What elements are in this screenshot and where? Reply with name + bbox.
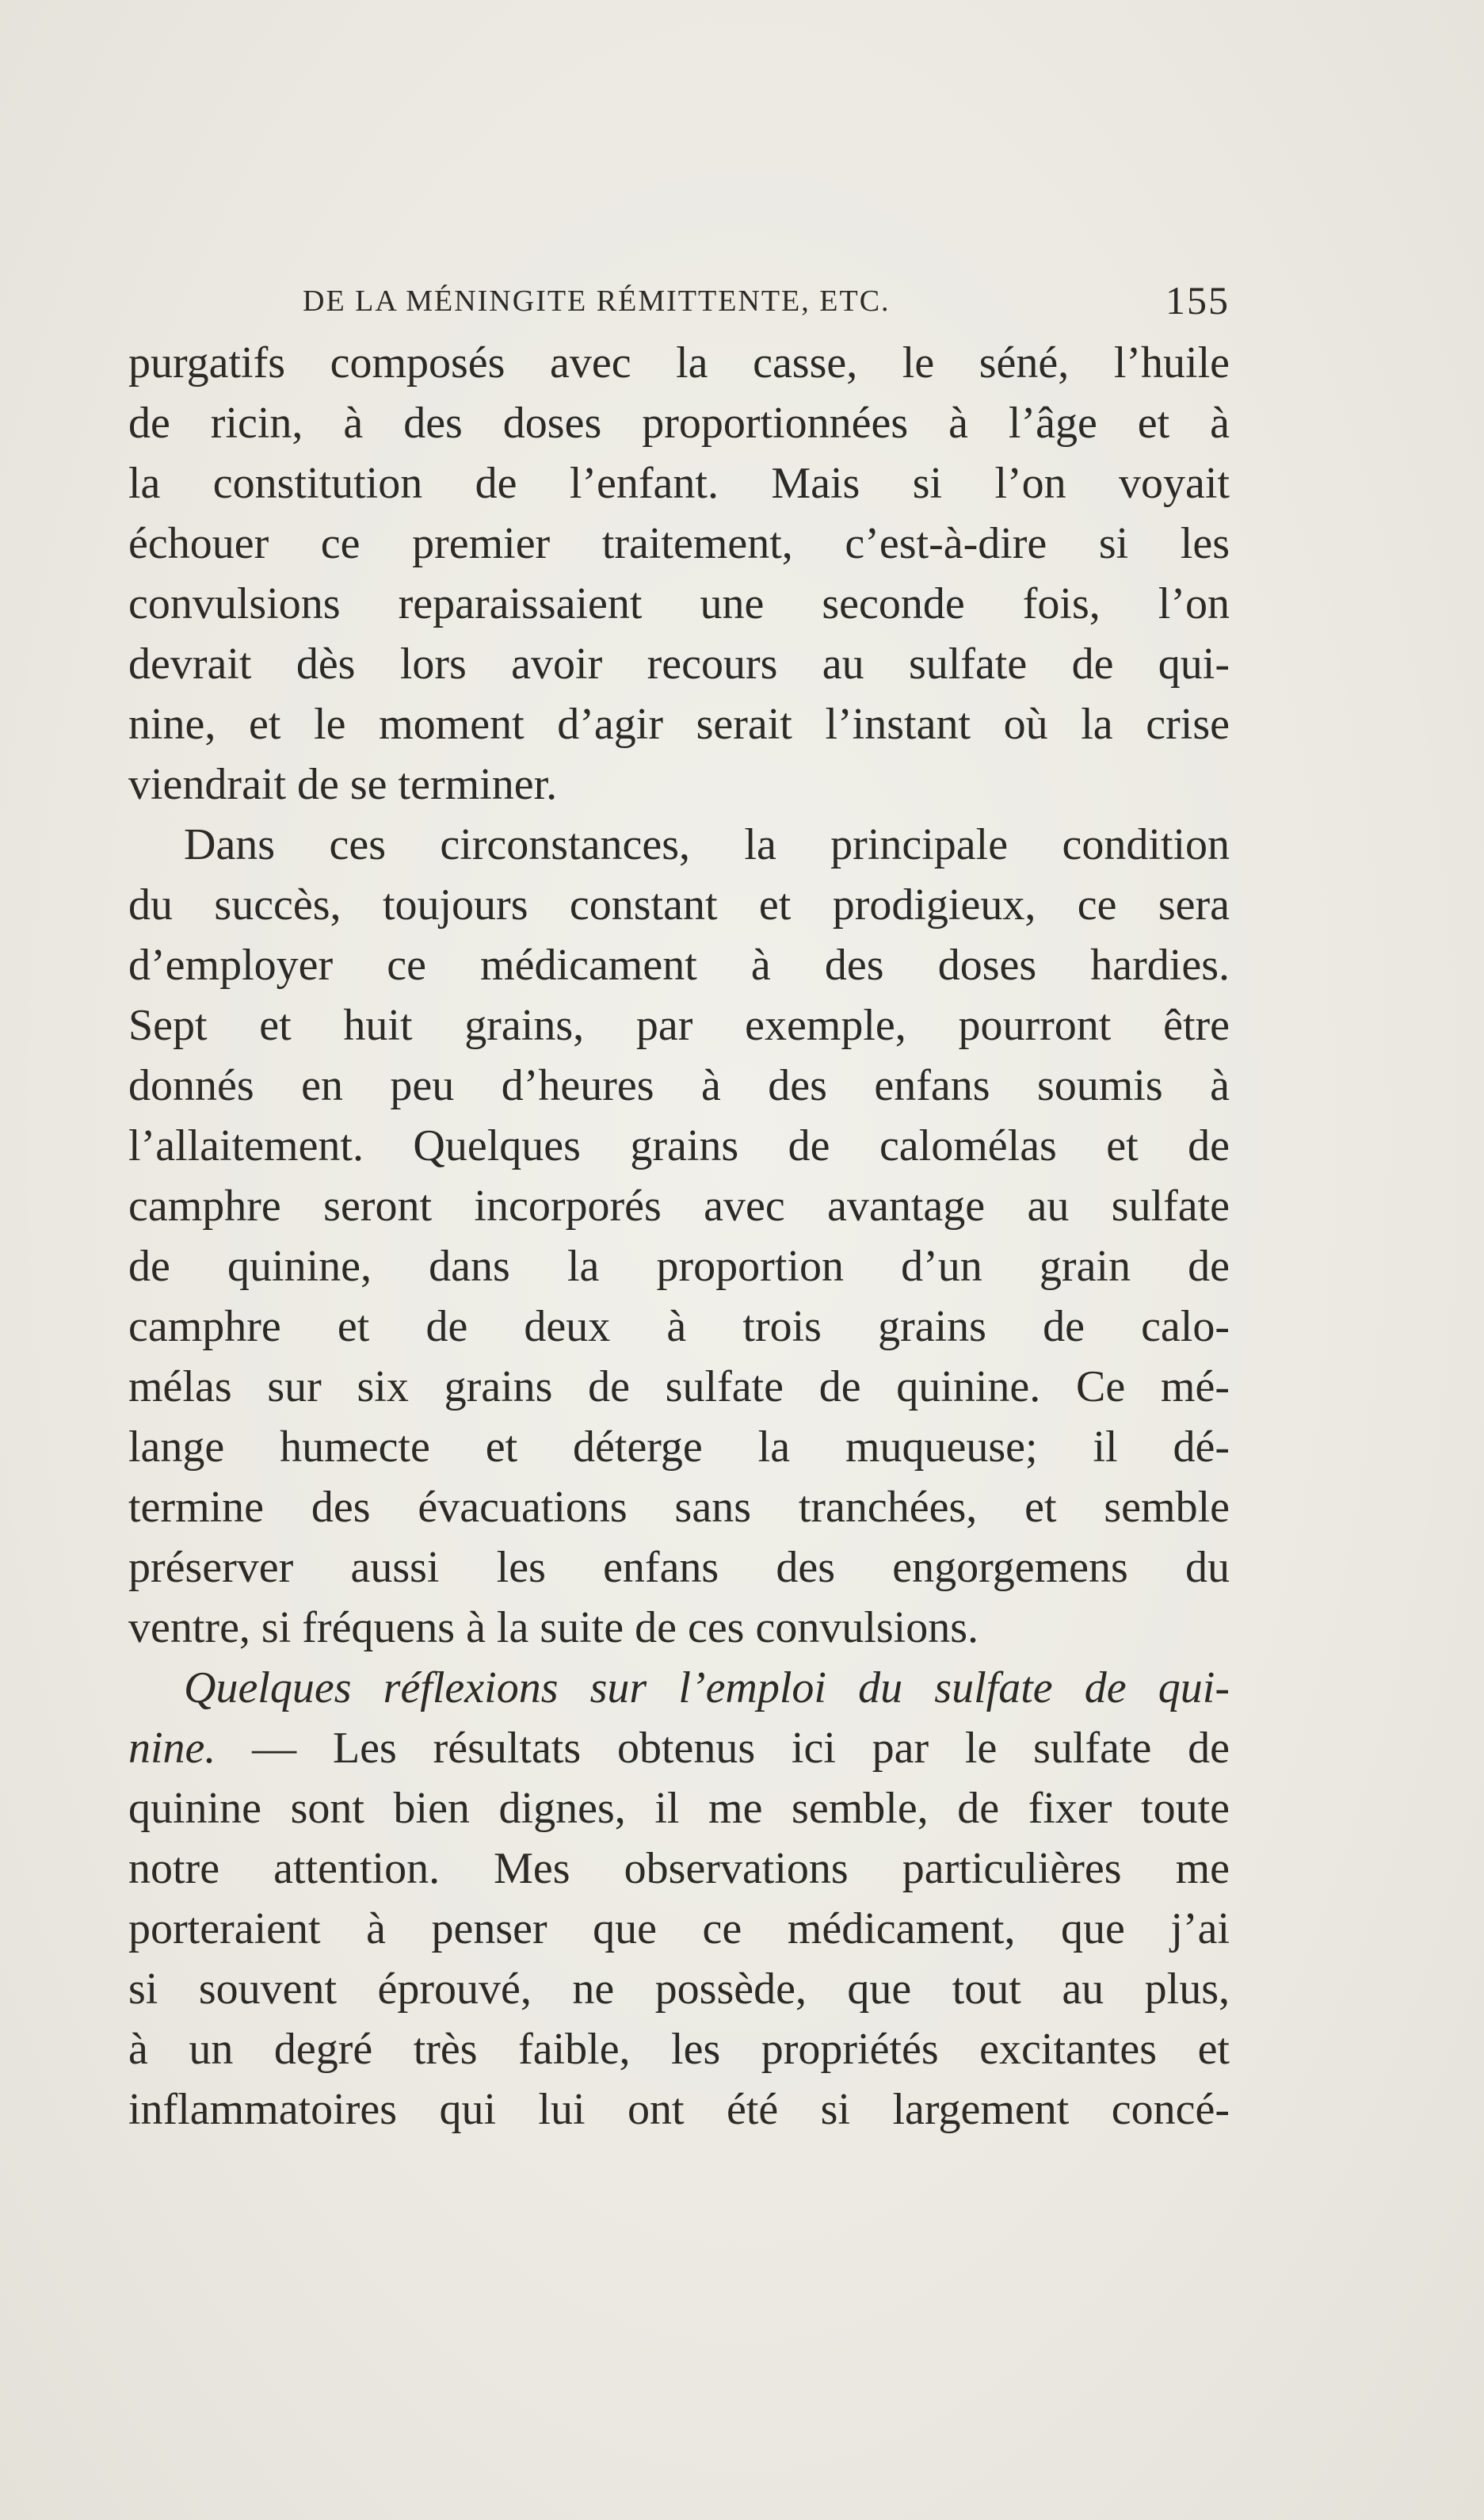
text-line: purgatifs composés avec la casse, le séné, l’huile: [128, 338, 1230, 388]
text-line: convulsions reparaissaient une seconde fois, l’on: [128, 579, 1230, 628]
italic-heading-line: Quelques réflexions sur l’emploi du sulfate de qui-: [184, 1663, 1230, 1712]
text-line: viendrait de se terminer.: [128, 760, 558, 809]
text-line: si souvent éprouvé, ne possède, que tout au plus,: [128, 1964, 1230, 2014]
text-line: de quinine, dans la proportion d’un grain de: [128, 1242, 1230, 1291]
text-line: Dans ces circonstances, la principale condition: [184, 820, 1230, 869]
text-line: la constitution de l’enfant. Mais si l’on voyait: [128, 459, 1230, 508]
text-line: de ricin, à des doses proportionnées à l’âge et à: [128, 399, 1230, 448]
paragraph-3: [128, 1658, 1230, 2140]
body-text: [128, 333, 1230, 2140]
text-line: échouer ce premier traitement, c’est-à-dire si les: [128, 519, 1230, 568]
text-line: camphre et de deux à trois grains de calo-: [128, 1302, 1230, 1351]
text-line: préserver aussi les enfans des engorgemens du: [128, 1543, 1230, 1592]
text-line: nine, et le moment d’agir serait l’instant où la crise: [128, 700, 1230, 749]
text-line: porteraient à penser que ce médicament, que j’ai: [128, 1904, 1230, 1953]
text-line: termine des évacuations sans tranchées, et semble: [128, 1483, 1230, 1532]
text-line: quinine sont bien dignes, il me semble, de fixer toute: [128, 1784, 1230, 1833]
text-line: d’employer ce médicament à des doses hardies.: [128, 941, 1230, 990]
text-line: l’allaitement. Quelques grains de calomélas et de: [128, 1121, 1230, 1170]
text-line: [128, 1718, 1230, 1778]
running-head: [128, 277, 1230, 333]
text-line: Sept et huit grains, par exemple, pourront être: [128, 1001, 1230, 1050]
text-line: camphre seront incorporés avec avantage au sulfate: [128, 1182, 1230, 1231]
text-line: à un degré très faible, les propriétés excitantes et: [128, 2025, 1230, 2074]
text-line: ventre, si fréquens à la suite de ces convulsions.: [128, 1603, 979, 1652]
book-page: [128, 277, 1230, 2140]
page-number: 155: [1165, 278, 1230, 323]
text-line: devrait dès lors avoir recours au sulfate de qui-: [128, 640, 1230, 689]
text-line: donnés en peu d’heures à des enfans soumis à: [128, 1061, 1230, 1110]
running-title: DE LA MÉNINGITE RÉMITTENTE, ETC.: [303, 284, 891, 318]
text-line: du succès, toujours constant et prodigieux, ce sera: [128, 880, 1230, 930]
text-line: inflammatoires qui lui ont été si largement concé-: [128, 2085, 1230, 2134]
paragraph-2: [128, 815, 1230, 1658]
text-line: mélas sur six grains de sulfate de quinine. Ce mé-: [128, 1362, 1230, 1411]
italic-heading-end: nine.: [128, 1724, 216, 1773]
paragraph-1: [128, 333, 1230, 815]
text-line: lange humecte et déterge la muqueuse; il dé-: [128, 1422, 1230, 1472]
text-line-rest: — Les résultats obtenus ici par le sulfate de: [216, 1724, 1230, 1773]
text-line: notre attention. Mes observations particulières me: [128, 1844, 1230, 1893]
